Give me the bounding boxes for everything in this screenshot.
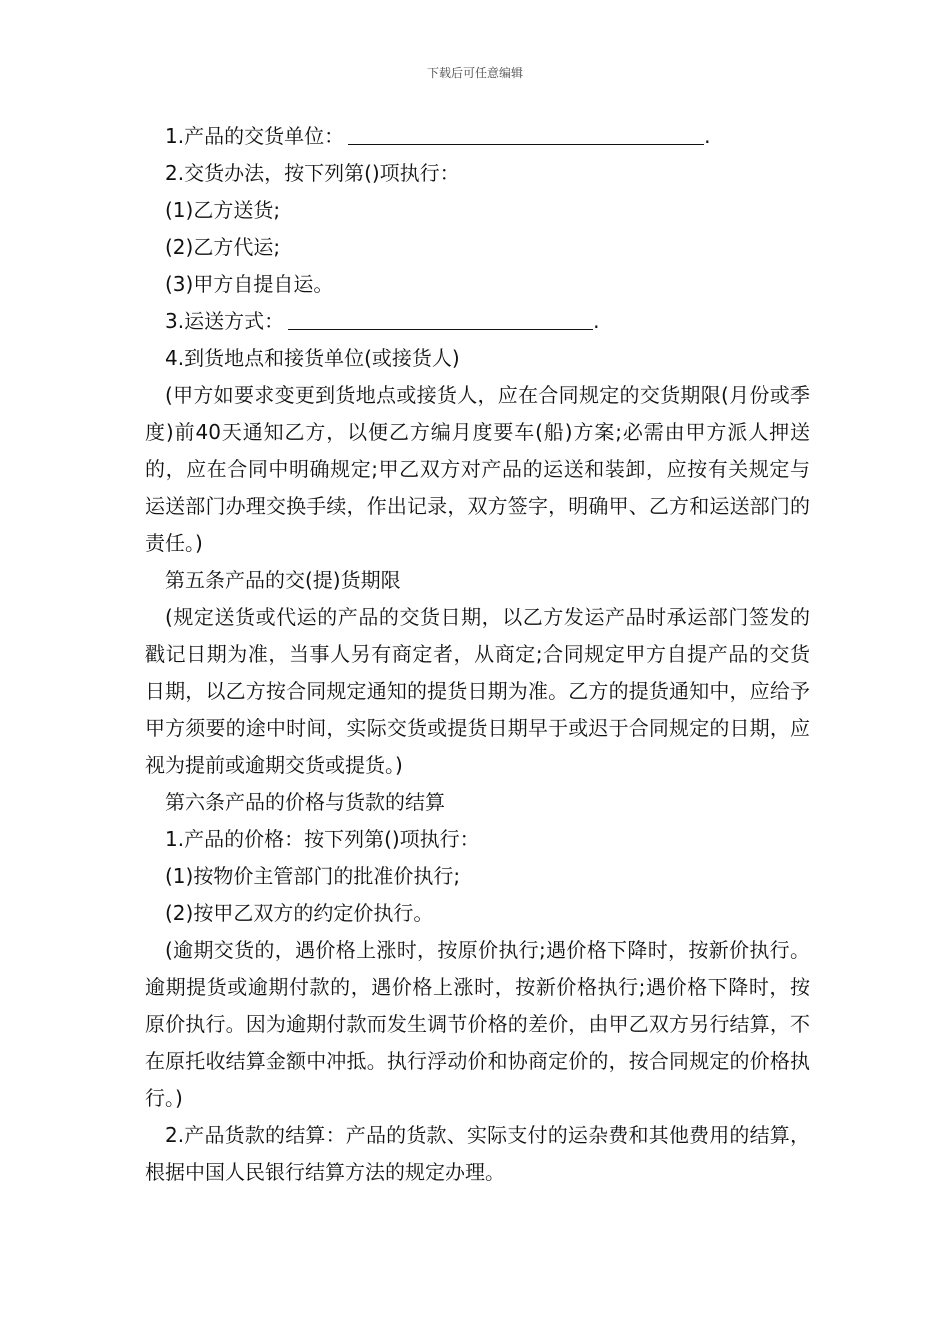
paragraph: (甲方如要求变更到货地点或接货人，应在合同规定的交货期限(月份或季度)前40天通知乙方，以便乙方编月度要车(船)方案;必需由甲方派人押送的，应在合同中明确规定;甲乙双方对产品的运送和装卸，应按有关规定与运送部门办理交换手续，作出记录，双方签字，明确甲、乙方和运送部门的责任。)	[145, 383, 810, 555]
paragraph: 2.交货办法，按下列第()项执行：	[165, 161, 460, 185]
paragraph: 1.产品的价格：按下列第()项执行：	[165, 827, 480, 851]
document-body	[145, 118, 810, 1191]
section-heading: 第五条产品的交(提)货期限	[165, 568, 401, 592]
page-header: 下载后可任意编辑	[426, 66, 523, 80]
paragraph: 4.到货地点和接货单位(或接货人)	[165, 346, 460, 370]
paragraph-suffix: .	[593, 309, 600, 333]
paragraph: (2)按甲乙双方的约定价执行。	[165, 901, 434, 925]
paragraph: 2.产品货款的结算：产品的货款、实际支付的运杂费和其他费用的结算，根据中国人民银行结算方法的规定办理。	[145, 1123, 810, 1184]
paragraph-delivery-unit	[145, 118, 810, 155]
fill-in-blank	[288, 307, 593, 330]
paragraph-text: 1.产品的交货单位：	[165, 124, 345, 148]
section-heading: 第六条产品的价格与货款的结算	[165, 790, 445, 814]
paragraph-text: 3.运送方式：	[165, 309, 285, 333]
fill-in-blank	[348, 122, 704, 145]
paragraph-suffix: .	[704, 124, 711, 148]
paragraph: (2)乙方代运;	[165, 235, 281, 259]
paragraph: (规定送货或代运的产品的交货日期，以乙方发运产品时承运部门签发的戳记日期为准，当事人另有商定者，从商定;合同规定甲方自提产品的交货日期，以乙方按合同规定通知的提货日期为准。乙方的提货通知中，应给予甲方须要的途中时间，实际交货或提货日期早于或迟于合同规定的日期，应视为提前或逾期交货或提货。)	[145, 605, 810, 777]
paragraph: (1)乙方送货;	[165, 198, 281, 222]
paragraph: (逾期交货的，遇价格上涨时，按原价执行;遇价格下降时，按新价执行。逾期提货或逾期付款的，遇价格上涨时，按新价格执行;遇价格下降时，按原价执行。因为逾期付款而发生调节价格的差价，由甲乙双方另行结算，不在原托收结算金额中冲抵。执行浮动价和协商定价的，按合同规定的价格执行。)	[145, 938, 810, 1110]
paragraph-transport-method	[145, 303, 810, 340]
paragraph: (3)甲方自提自运。	[165, 272, 334, 296]
paragraph: (1)按物价主管部门的批准价执行;	[165, 864, 461, 888]
